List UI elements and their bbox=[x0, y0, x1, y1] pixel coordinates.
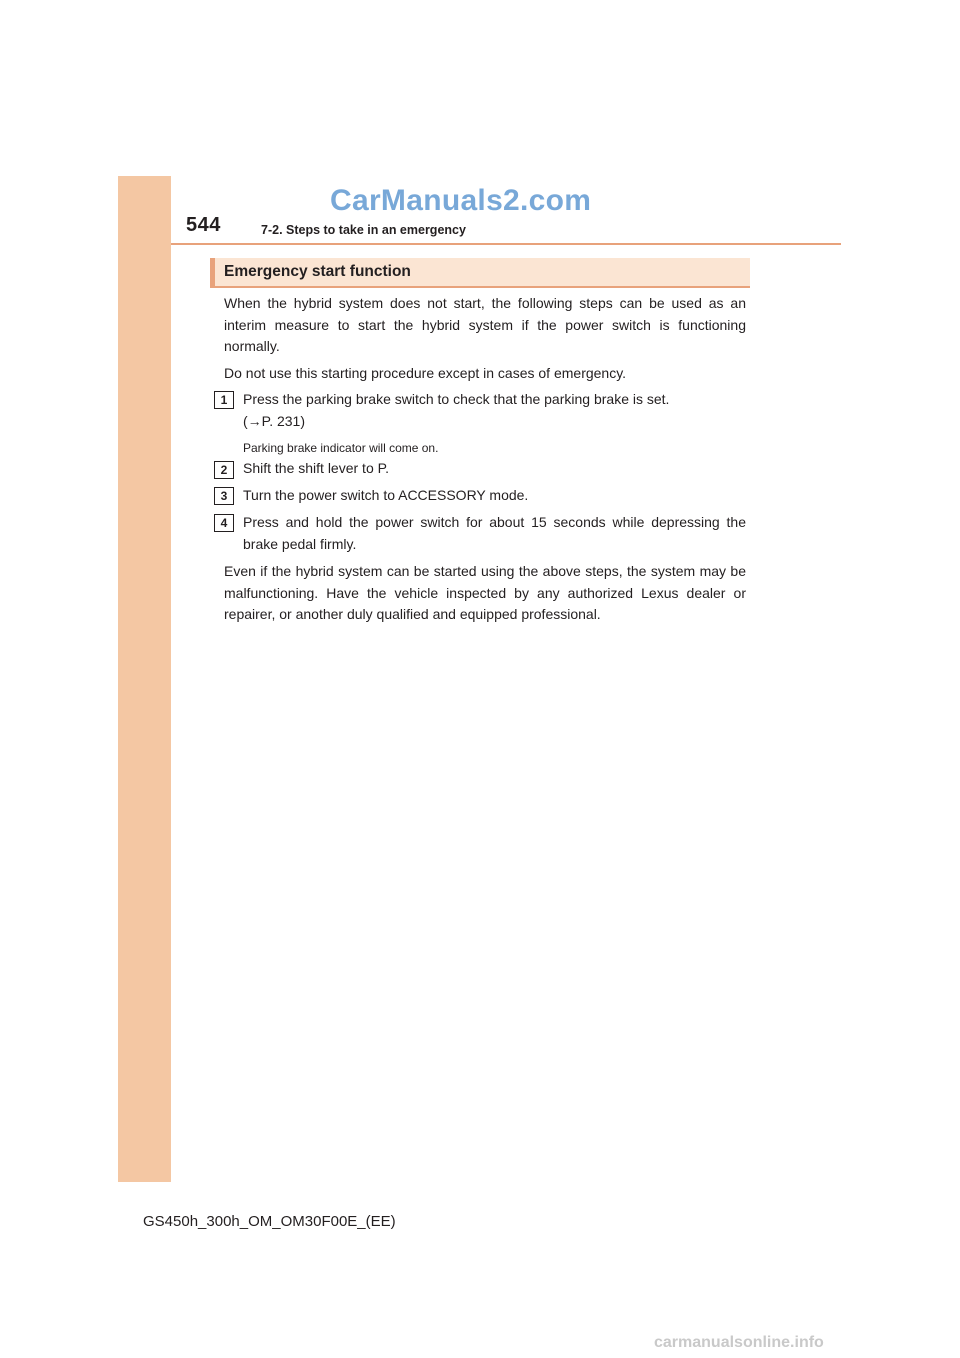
step-1-reference: (→P. 231) bbox=[243, 413, 305, 429]
closing-paragraph: Even if the hybrid system can be started using the above steps, the system may be malfunctioning. Have the vehicle inspected by any authorized Lexus dealer or repairer, or another duly qualified and equipped professional. bbox=[224, 563, 746, 622]
step-number-4: 4 bbox=[214, 514, 234, 532]
header-rule bbox=[171, 243, 841, 245]
bottom-watermark: carmanualsonline.info bbox=[654, 1334, 824, 1351]
step-1-text: Press the parking brake switch to check that the parking brake is set. bbox=[243, 391, 670, 407]
step-4-text: Press and hold the power switch for about 15 seconds while depressing the brake pedal firmly. bbox=[243, 514, 746, 552]
step-3-text: Turn the power switch to ACCESSORY mode. bbox=[243, 487, 529, 503]
section-title: 7-2. Steps to take in an emergency bbox=[261, 223, 466, 237]
warning-paragraph: Do not use this starting procedure except in cases of emergency. bbox=[224, 365, 627, 381]
step-2-text: Shift the shift lever to P. bbox=[243, 460, 390, 476]
side-tab-band bbox=[118, 176, 171, 1182]
heading-accent bbox=[210, 258, 215, 286]
intro-paragraph: When the hybrid system does not start, the following steps can be used as an interim measure to start the hybrid system if the power switch is functioning normally. bbox=[224, 295, 746, 354]
step-1-note: Parking brake indicator will come on. bbox=[243, 441, 439, 455]
page-number: 544 bbox=[186, 214, 221, 236]
step-number-1: 1 bbox=[214, 391, 234, 409]
step-number-3: 3 bbox=[214, 487, 234, 505]
footer-code: GS450h_300h_OM_OM30F00E_(EE) bbox=[143, 1213, 396, 1230]
heading-title: Emergency start function bbox=[224, 263, 411, 280]
heading-bar bbox=[210, 258, 750, 288]
step-number-2: 2 bbox=[214, 461, 234, 479]
watermark-logo: CarManuals2.com bbox=[330, 184, 592, 217]
